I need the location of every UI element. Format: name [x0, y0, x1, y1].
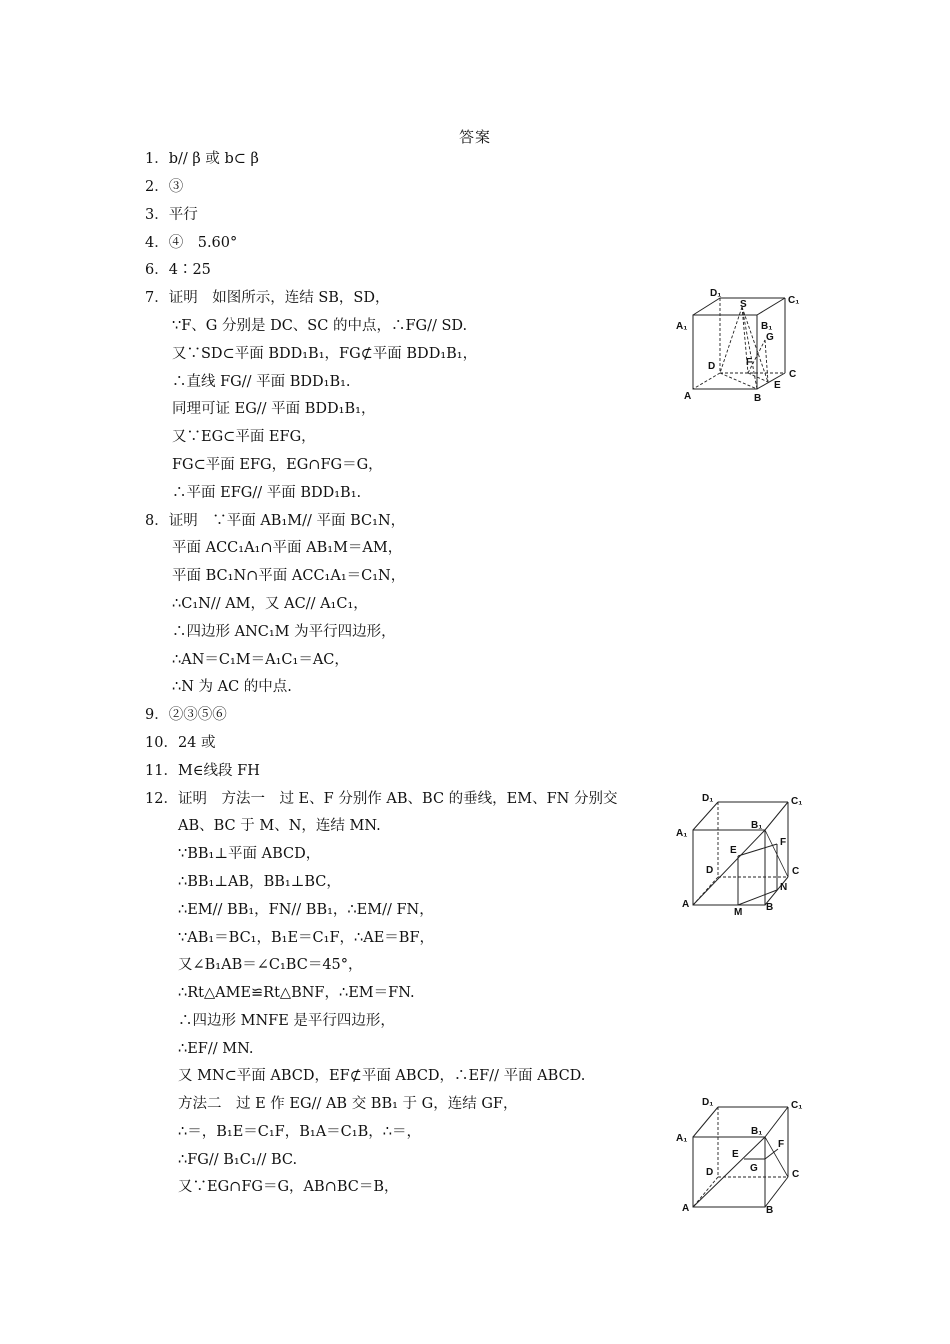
answer-12-line: 又∠B₁AB＝∠C₁BC＝45°，	[178, 957, 363, 973]
label-G: G	[766, 332, 774, 343]
label-C1: C₁	[791, 796, 803, 807]
answer-8-line: ∴N 为 AC 的中点.	[172, 679, 292, 695]
label-E: E	[774, 380, 781, 391]
label-B1: B₁	[761, 321, 773, 332]
answer-12-line: ∵BB₁⊥平面 ABCD，	[178, 846, 321, 862]
label-A1: A₁	[676, 828, 688, 839]
answer-12-line: AB、BC 于 M、N，连结 MN.	[178, 818, 381, 834]
label-D1: D₁	[702, 793, 714, 804]
label-C: C	[792, 866, 800, 877]
label-F: F	[780, 837, 787, 848]
answer-4-5: 4．④ 5.60°	[145, 235, 238, 251]
answer-7-line: FG⊂平面 EFG，EG∩FG＝G，	[172, 457, 383, 473]
answer-7-line: ∵F、G 分别是 DC、SC 的中点，∴FG// SD.	[172, 318, 468, 334]
label-B: B	[754, 393, 762, 404]
figure-cube-12b	[672, 1091, 812, 1221]
answer-7-line: ∴直线 FG// 平面 BDD₁B₁.	[172, 374, 351, 390]
answer-8-line: 平面 BC₁N∩平面 ACC₁A₁＝C₁N，	[172, 568, 406, 584]
label-S: S	[740, 299, 747, 310]
label-A1: A₁	[676, 1133, 688, 1144]
answer-6: 6．4∶25	[145, 262, 211, 278]
answer-12-line: ∴＝，B₁E＝C₁F，B₁A＝C₁B，∴＝，	[178, 1124, 421, 1140]
figure-cube-12a	[672, 788, 812, 918]
answer-12-line: 又∵EG∩FG＝G，AB∩BC＝B，	[178, 1179, 399, 1195]
answer-7-line: 同理可证 EG// 平面 BDD₁B₁，	[172, 401, 376, 417]
answer-1: 1．b// β 或 b⊂ β	[145, 151, 259, 167]
answer-12-line: ∴Rt△AME≌Rt△BNF，∴EM＝FN.	[178, 985, 415, 1001]
label-F: F	[746, 357, 753, 368]
answer-7-head: 7．证明 如图所示，连结 SB，SD，	[145, 290, 390, 306]
answer-7-line: ∴平面 EFG// 平面 BDD₁B₁.	[172, 485, 362, 501]
answer-8-line: ∴四边形 ANC₁M 为平行四边形，	[172, 624, 396, 640]
answer-12-line: ∴FG// B₁C₁// BC.	[178, 1152, 298, 1168]
label-D: D	[706, 865, 714, 876]
label-D: D	[706, 1167, 714, 1178]
label-E: E	[732, 1149, 739, 1160]
label-D: D	[708, 361, 716, 372]
answer-10: 10．24 或	[145, 735, 216, 751]
figure-cube-7	[672, 285, 812, 405]
answer-12-head: 12．证明 方法一 过 E、F 分别作 AB、BC 的垂线，EM、FN 分别交	[145, 791, 618, 807]
label-B: B	[766, 1205, 774, 1216]
answer-8-line: 平面 ACC₁A₁∩平面 AB₁M＝AM，	[172, 540, 403, 556]
page-title: 答案	[458, 128, 491, 146]
answer-8-line: ∴C₁N// AM，又 AC// A₁C₁，	[172, 596, 368, 612]
label-E: E	[730, 845, 737, 856]
answer-8-line: ∴AN＝C₁M＝A₁C₁＝AC，	[172, 652, 349, 668]
label-D1: D₁	[702, 1097, 714, 1108]
label-G: G	[750, 1163, 758, 1174]
answer-11: 11．M∈线段 FH	[145, 763, 260, 779]
answer-12-line: ∴EF// MN.	[178, 1041, 254, 1057]
answer-12-line: ∴BB₁⊥AB，BB₁⊥BC，	[178, 874, 341, 890]
answer-3: 3．平行	[145, 207, 198, 223]
label-A: A	[684, 391, 692, 402]
label-C1: C₁	[788, 295, 800, 306]
answer-2: 2．③	[145, 179, 184, 195]
label-B: B	[766, 902, 774, 913]
answer-7-line: 又∵EG⊂平面 EFG，	[172, 429, 316, 445]
answer-12-method2: 方法二 过 E 作 EG// AB 交 BB₁ 于 G，连结 GF，	[178, 1096, 518, 1112]
label-A: A	[682, 899, 690, 910]
label-A1: A₁	[676, 321, 688, 332]
label-C: C	[789, 369, 797, 380]
label-B1: B₁	[751, 820, 763, 831]
label-B1: B₁	[751, 1126, 763, 1137]
answer-12-line: ∴四边形 MNFE 是平行四边形，	[178, 1013, 395, 1029]
answer-9: 9．②③⑤⑥	[145, 707, 227, 723]
label-C: C	[792, 1169, 800, 1180]
label-D1: D₁	[710, 288, 722, 299]
label-N: N	[780, 882, 788, 893]
label-M: M	[734, 907, 743, 918]
answer-12-line: 又 MN⊂平面 ABCD，EF⊄平面 ABCD，∴EF// 平面 ABCD.	[178, 1068, 586, 1084]
label-C1: C₁	[791, 1100, 803, 1111]
label-F: F	[778, 1139, 785, 1150]
label-A: A	[682, 1203, 690, 1214]
answer-7-line: 又∵SD⊂平面 BDD₁B₁，FG⊄平面 BDD₁B₁，	[172, 346, 478, 362]
answer-8-head: 8．证明 ∵平面 AB₁M// 平面 BC₁N，	[145, 513, 406, 529]
answer-12-line: ∵AB₁＝BC₁，B₁E＝C₁F，∴AE＝BF，	[178, 930, 435, 946]
answer-12-line: ∴EM// BB₁，FN// BB₁，∴EM// FN，	[178, 902, 434, 918]
